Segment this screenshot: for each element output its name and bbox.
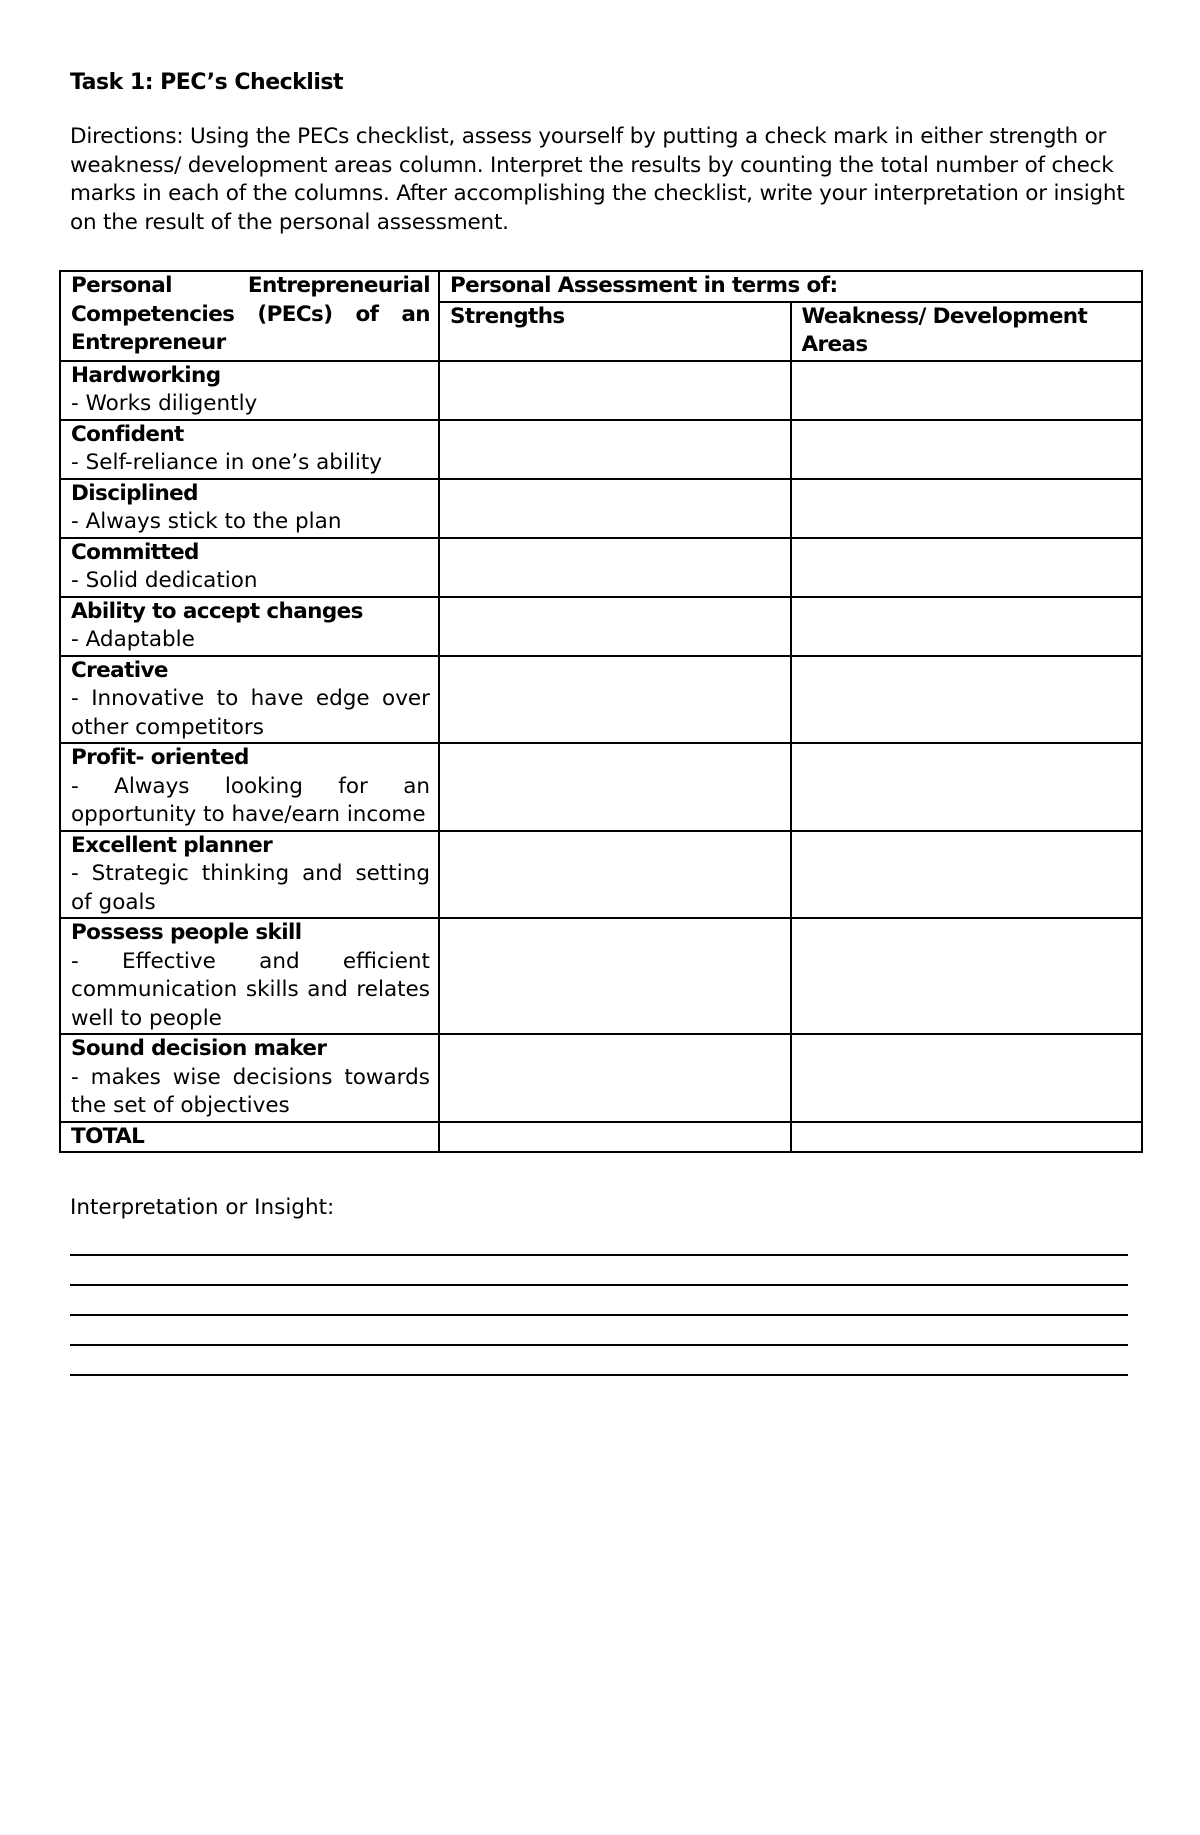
pec-competency-name: Sound decision maker bbox=[71, 1036, 327, 1061]
strength-check-cell[interactable] bbox=[439, 831, 791, 919]
insight-answer-line[interactable] bbox=[70, 1226, 1128, 1256]
pec-row bbox=[60, 597, 1142, 656]
pecs-column-header: Personal Entrepreneurial Competencies (PECs) of an Entrepreneur bbox=[60, 271, 439, 361]
strength-check-cell[interactable] bbox=[439, 918, 791, 1034]
task-title: Task 1: PEC’s Checklist bbox=[70, 70, 343, 95]
pec-competency-cell bbox=[60, 538, 439, 597]
pec-competency-name: Possess people skill bbox=[71, 920, 302, 945]
pec-competency-description: - Strategic thinking and setting of goals bbox=[71, 861, 430, 915]
pec-row bbox=[60, 918, 1142, 1034]
insight-answer-line[interactable] bbox=[70, 1256, 1128, 1286]
assessment-header: Personal Assessment in terms of: bbox=[439, 271, 1142, 302]
pec-row bbox=[60, 1034, 1142, 1122]
pec-competency-name: Confident bbox=[71, 421, 184, 447]
pec-row bbox=[60, 361, 1142, 420]
insight-answer-line[interactable] bbox=[70, 1286, 1128, 1316]
strength-check-cell[interactable] bbox=[439, 538, 791, 597]
pec-competency-cell bbox=[60, 361, 439, 420]
pec-competency-cell bbox=[60, 743, 439, 831]
strength-check-cell[interactable] bbox=[439, 597, 791, 656]
pec-competency-description: - Effective and efficient communication skills and relates well to people bbox=[71, 948, 430, 1031]
pec-competency-name: Disciplined bbox=[71, 480, 198, 506]
weakness-header: Weakness/ Development Areas bbox=[791, 302, 1143, 361]
weakness-check-cell[interactable] bbox=[791, 743, 1143, 831]
pec-competency-name: Excellent planner bbox=[71, 832, 273, 858]
pec-competency-description: - makes wise decisions towards the set of objectives bbox=[71, 1064, 430, 1118]
directions-text: Directions: Using the PECs checklist, assess yourself by putting a check mark in either strength or weakness/ development areas column. Interpret the results by counting the total number of check marks in each of the columns. After accomplishing the checklist, write your interpretation or insight on the result of the personal assessment. bbox=[70, 124, 1125, 235]
table-header-row bbox=[60, 271, 1142, 302]
pec-competency-cell bbox=[60, 656, 439, 744]
pec-row bbox=[60, 538, 1142, 597]
strength-check-cell[interactable] bbox=[439, 743, 791, 831]
total-label: TOTAL bbox=[60, 1122, 439, 1153]
pec-competency-description: - Always looking for an opportunity to have/earn income bbox=[71, 773, 430, 827]
pec-competency-name: Committed bbox=[71, 539, 199, 565]
weakness-check-cell[interactable] bbox=[791, 479, 1143, 538]
pec-competency-cell bbox=[60, 918, 439, 1034]
weakness-check-cell[interactable] bbox=[791, 831, 1143, 919]
insight-answer-line[interactable] bbox=[70, 1346, 1128, 1376]
insight-label: Interpretation or Insight: bbox=[70, 1195, 335, 1220]
pec-competency-name: Ability to accept changes bbox=[71, 598, 363, 624]
insight-answer-line[interactable] bbox=[70, 1316, 1128, 1346]
pec-competency-cell bbox=[60, 420, 439, 479]
pec-competency-description: - Solid dedication bbox=[71, 568, 258, 593]
total-strengths-cell[interactable] bbox=[439, 1122, 791, 1153]
pec-row bbox=[60, 743, 1142, 831]
strengths-header: Strengths bbox=[439, 302, 791, 361]
strength-check-cell[interactable] bbox=[439, 361, 791, 420]
pec-competency-name: Hardworking bbox=[71, 362, 221, 388]
weakness-check-cell[interactable] bbox=[791, 1034, 1143, 1122]
pecs-checklist-table bbox=[59, 270, 1143, 1153]
pec-competency-description: - Works diligently bbox=[71, 391, 258, 416]
strength-check-cell[interactable] bbox=[439, 1034, 791, 1122]
weakness-check-cell[interactable] bbox=[791, 538, 1143, 597]
pec-row bbox=[60, 831, 1142, 919]
pec-competency-cell bbox=[60, 1034, 439, 1122]
weakness-check-cell[interactable] bbox=[791, 597, 1143, 656]
pec-competency-cell bbox=[60, 479, 439, 538]
pec-competency-description: - Always stick to the plan bbox=[71, 509, 342, 534]
strength-check-cell[interactable] bbox=[439, 479, 791, 538]
weakness-check-cell[interactable] bbox=[791, 918, 1143, 1034]
strength-check-cell[interactable] bbox=[439, 656, 791, 744]
pec-competency-name: Creative bbox=[71, 657, 168, 683]
weakness-check-cell[interactable] bbox=[791, 361, 1143, 420]
pec-competency-description: - Innovative to have edge over other competitors bbox=[71, 686, 430, 740]
pec-row bbox=[60, 656, 1142, 744]
worksheet-page bbox=[70, 70, 1145, 1220]
pec-row bbox=[60, 479, 1142, 538]
pec-row bbox=[60, 420, 1142, 479]
weakness-check-cell[interactable] bbox=[791, 420, 1143, 479]
weakness-check-cell[interactable] bbox=[791, 656, 1143, 744]
pec-competency-cell bbox=[60, 597, 439, 656]
pec-competency-name: Profit- oriented bbox=[71, 745, 249, 770]
pec-competency-description: - Adaptable bbox=[71, 627, 195, 652]
total-weakness-cell[interactable] bbox=[791, 1122, 1143, 1153]
pec-competency-cell bbox=[60, 831, 439, 919]
total-row bbox=[60, 1122, 1142, 1153]
strength-check-cell[interactable] bbox=[439, 420, 791, 479]
insight-section bbox=[70, 1195, 1128, 1376]
pec-competency-description: - Self-reliance in one’s ability bbox=[71, 450, 383, 475]
